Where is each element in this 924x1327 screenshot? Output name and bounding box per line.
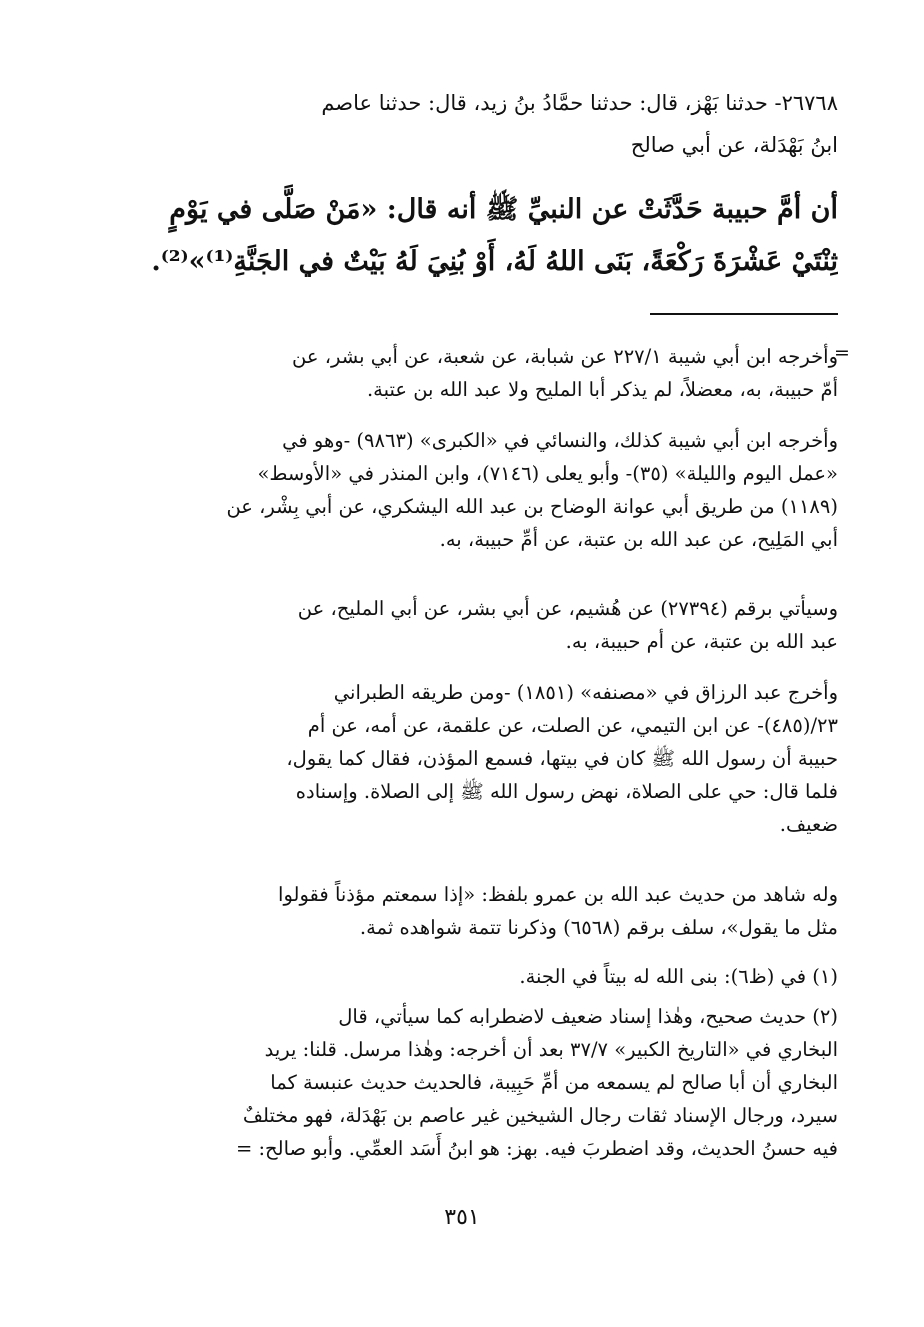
- page-number: ٣٥١: [444, 1205, 480, 1230]
- footnote-line: البخاري أن أبا صالح لم يسمعه من أمِّ حَبِيبة، فالحديث حديث عنبسة كما: [270, 1071, 838, 1094]
- footnote-paragraph: [138, 592, 838, 658]
- footnote-line: أبي المَلِيح، عن عبد الله بن عتبة، عن أمِّ حبيبة، به.: [439, 528, 838, 551]
- footnote-1: [138, 960, 838, 993]
- isnad-line: ٢٦٧٦٨- حدثنا بَهْز، قال: حدثنا حمَّادُ بنُ زيد، قال: حدثنا عاصم: [321, 91, 838, 115]
- footnote-line: سيرد، ورجال الإسناد ثقات رجال الشيخين غير عاصم بن بَهْدَلة، فهو مختلفٌ: [242, 1104, 838, 1127]
- footnote-line: البخاري في «التاريخ الكبير» ٣٧/٧ بعد أن أخرجه: وهٰذا مرسل. قلنا: يريد: [264, 1038, 838, 1061]
- footnote-line: ضعيف.: [779, 813, 838, 836]
- footnote-paragraph: [138, 878, 838, 944]
- footnote-line: وله شاهد من حديث عبد الله بن عمرو بلفظ: «إذا سمعتم مؤذناً فقولوا: [278, 883, 838, 906]
- footnote-separator: [650, 313, 838, 315]
- footnote-line: وأخرجه ابن أبي شيبة كذلك، والنسائي في «الكبرى» (٩٨٦٣) -وهو في: [282, 429, 838, 452]
- footnote-line: «عمل اليوم والليلة» (٣٥)- وأبو يعلى (٧١٤٦)، وابن المنذر في «الأوسط»: [257, 462, 838, 485]
- footnote-line: (١) في (ظ٦): بنى الله له بيتاً في الجنة.: [519, 965, 838, 988]
- footnote-line: وأخرجه ابن أبي شيبة ٢٢٧/١ عن شبابة، عن شعبة، عن أبي بشر، عن: [292, 345, 838, 368]
- footnote-line: أمّ حبيبة، به، معضلاً، لم يذكر أبا المليح ولا عبد الله بن عتبة.: [366, 378, 838, 401]
- footnote-line: مثل ما يقول»، سلف برقم (٦٥٦٨) وذكرنا تتمة شواهده ثمة.: [359, 916, 838, 939]
- isnad-line: ابنُ بَهْدَلة، عن أبي صالح: [630, 133, 838, 157]
- footnote-line: فلما قال: حي على الصلاة، نهض رسول الله ﷺ إلى الصلاة. وإسناده: [295, 780, 838, 803]
- footnote-paragraph: [138, 340, 838, 406]
- continuation-mark: =: [834, 342, 850, 364]
- hadith-matn: [138, 184, 838, 288]
- footnote-line: (٢) حديث صحيح، وهٰذا إسناد ضعيف لاضطرابه كما سيأتي، قال: [338, 1005, 838, 1028]
- footnote-paragraph: [138, 676, 838, 841]
- hadith-isnad: [138, 82, 838, 166]
- footnote-line: وأخرج عبد الرزاق في «مصنفه» (١٨٥١) -ومن طريقه الطبراني: [333, 681, 838, 704]
- footnote-line: فيه حسنُ الحديث، وقد اضطربَ فيه. بهز: هو ابنُ أَسَد العمِّي. وأبو صالح: =: [235, 1137, 838, 1160]
- footnote-line: عبد الله بن عتبة، عن أم حبيبة، به.: [565, 630, 838, 653]
- matn-line: أن أمَّ حبيبة حَدَّثَتْ عن النبيِّ ﷺ أنه قال: «مَنْ صَلَّى في يَوْمٍ: [169, 194, 838, 225]
- matn-line: ثِنْتَيْ عَشْرَةَ رَكْعَةً، بَنَى اللهُ لَهُ، أَوْ بُنِيَ لَهُ بَيْتٌ في الجَنَّةِ⁽¹⁾»⁽²⁾.: [151, 246, 838, 277]
- footnote-2: [138, 1000, 838, 1165]
- footnote-line: (١١٨٩) من طريق أبي عوانة الوضاح بن عبد الله اليشكري، عن أبي بِشْر، عن: [226, 495, 838, 518]
- footnote-paragraph: [138, 424, 838, 556]
- footnote-line: وسيأتي برقم (٢٧٣٩٤) عن هُشيم، عن أبي بشر، عن أبي المليح، عن: [297, 597, 838, 620]
- footnote-line: ٢٣/(٤٨٥)- عن ابن التيمي، عن الصلت، عن علقمة، عن أمه، عن أم: [307, 714, 838, 737]
- footnote-line: حبيبة أن رسول الله ﷺ كان في بيتها، فسمع المؤذن، فقال كما يقول،: [286, 747, 838, 770]
